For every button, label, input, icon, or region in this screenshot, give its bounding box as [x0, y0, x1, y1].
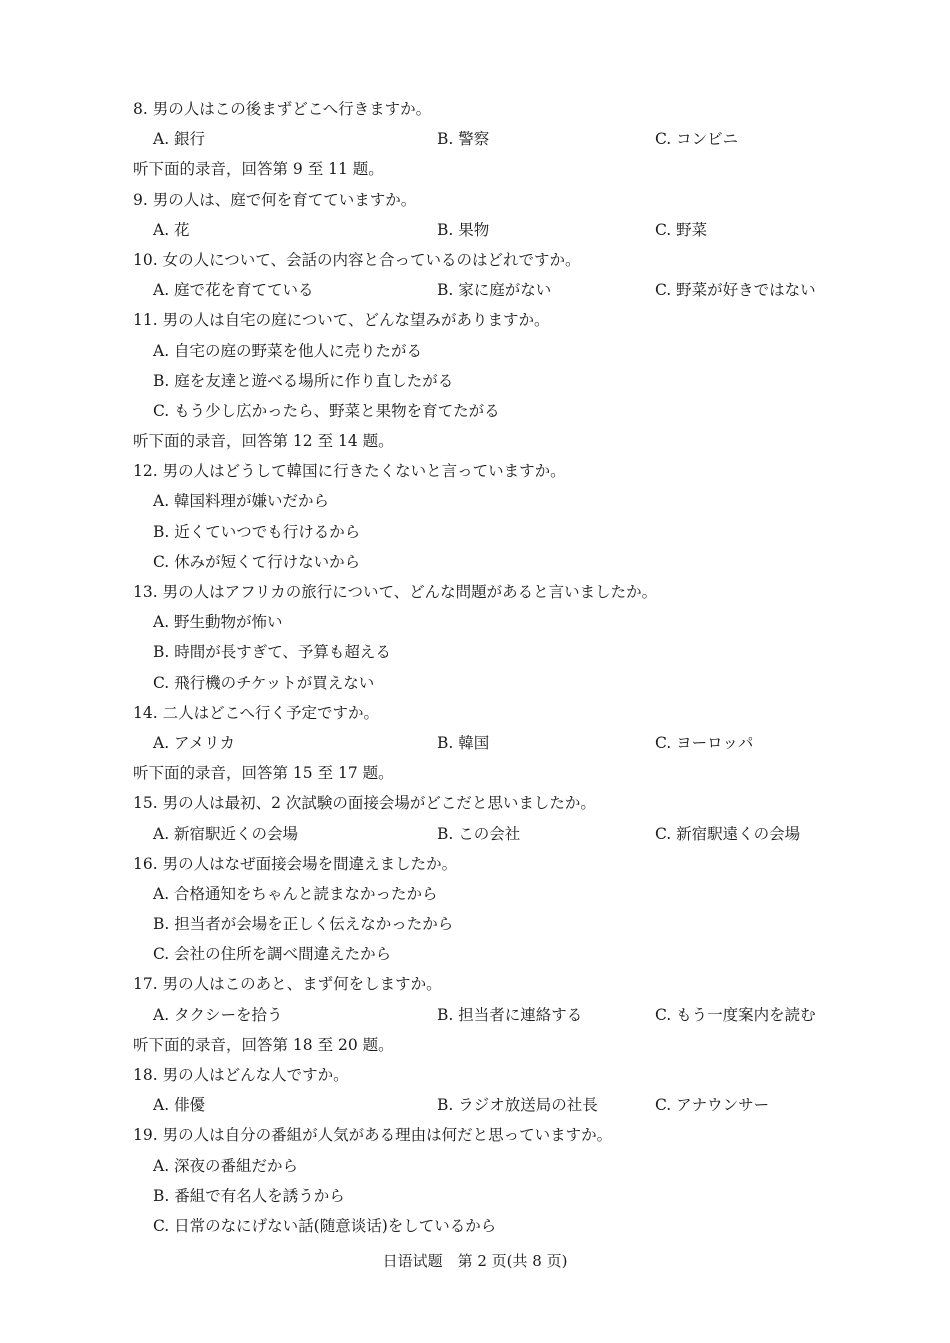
section-instruction: 听下面的录音，回答第 18 至 20 题。: [133, 1035, 394, 1054]
answer-option: A. 合格通知をちゃんと読まなかったから: [153, 884, 438, 903]
answer-option: A. 俳優: [153, 1096, 206, 1115]
question-text: 17. 男の人はこのあと、まず何をしますか。: [133, 975, 442, 994]
question-text: 8. 男の人はこの後まずどこへ行きますか。: [133, 100, 432, 118]
answer-option: B. 家に庭がない: [437, 281, 552, 300]
question-text: 9. 男の人は、庭で何を育てていますか。: [133, 190, 417, 209]
answer-option: A. 新宿駅近くの会場: [153, 824, 299, 843]
answer-option: A. 花: [153, 220, 190, 239]
answer-option: A. 自宅の庭の野菜を他人に売りたがる: [153, 341, 423, 360]
answer-option: A. アメリカ: [153, 733, 235, 752]
question-text: 13. 男の人はアフリカの旅行について、どんな問題があると言いましたか。: [133, 583, 658, 601]
answer-option: B. 番組で有名人を誘うから: [153, 1186, 345, 1205]
answer-option: C. 休みが短くて行けないから: [153, 552, 361, 571]
page-footer: 日语试题 第 2 页(共 8 页): [382, 1252, 568, 1270]
exam-page-content: [133, 94, 853, 1241]
answer-option: C. アナウンサー: [655, 1096, 770, 1115]
answer-option: A. タクシーを拾う: [153, 1005, 283, 1024]
section-instruction: 听下面的录音，回答第 12 至 14 题。: [133, 432, 394, 451]
answer-option: C. 日常のなにげない話(随意谈话)をしているから: [153, 1216, 497, 1235]
answer-option: B. 近くていつでも行けるから: [153, 522, 361, 541]
answer-option: B. 担当者に連絡する: [437, 1005, 583, 1024]
answer-option: B. 果物: [437, 220, 490, 239]
option-row: [133, 1000, 853, 1030]
answer-option: B. 韓国: [437, 733, 490, 752]
answer-option: B. 庭を友達と遊べる場所に作り直したがる: [153, 371, 454, 390]
answer-option: A. 庭で花を育てている: [153, 281, 314, 300]
answer-option: C. コンビニ: [655, 130, 739, 149]
answer-option: B. ラジオ放送局の社長: [437, 1096, 598, 1115]
question-text: 18. 男の人はどんな人ですか。: [133, 1066, 349, 1084]
question-text: 15. 男の人は最初、2 次試験の面接会場がどこだと思いましたか。: [133, 794, 596, 813]
question-text: 11. 男の人は自宅の庭について、どんな望みがありますか。: [133, 311, 550, 330]
answer-option: A. 深夜の番組だから: [153, 1156, 299, 1175]
question-text: 19. 男の人は自分の番組が人気がある理由は何だと思っていますか。: [133, 1126, 613, 1145]
answer-option: C. ヨーロッパ: [655, 733, 754, 752]
option-row: [133, 819, 853, 849]
option-row: [133, 728, 853, 758]
option-row: [133, 124, 853, 154]
section-instruction: 听下面的录音，回答第 15 至 17 题。: [133, 764, 394, 783]
answer-option: C. もう一度案内を読む: [655, 1005, 816, 1024]
section-instruction: 听下面的录音，回答第 9 至 11 题。: [133, 160, 384, 179]
option-row: [133, 275, 853, 305]
question-text: 16. 男の人はなぜ面接会場を間違えましたか。: [133, 854, 458, 873]
answer-option: B. この会社: [437, 824, 521, 843]
option-row: [133, 215, 853, 245]
answer-option: C. 会社の住所を調べ間違えたから: [153, 945, 392, 964]
answer-option: C. もう少し広かったら、野菜と果物を育てたがる: [153, 401, 500, 420]
answer-option: A. 銀行: [153, 130, 206, 149]
question-text: 10. 女の人について、会話の内容と合っているのはどれですか。: [133, 250, 581, 269]
answer-option: B. 警察: [437, 130, 490, 149]
answer-option: C. 飛行機のチケットが買えない: [153, 673, 375, 692]
question-text: 12. 男の人はどうして韓国に行きたくないと言っていますか。: [133, 462, 566, 481]
answer-option: A. 野生動物が怖い: [153, 613, 283, 632]
answer-option: B. 時間が長すぎて、予算も超える: [153, 643, 391, 662]
answer-option: C. 新宿駅遠くの会場: [655, 824, 801, 843]
answer-option: A. 韓国料理が嫌いだから: [153, 492, 330, 511]
option-row: [133, 1090, 853, 1120]
answer-option: C. 野菜が好きではない: [655, 281, 816, 300]
question-text: 14. 二人はどこへ行く予定ですか。: [133, 703, 379, 722]
answer-option: B. 担当者が会場を正しく伝えなかったから: [153, 915, 454, 934]
answer-option: C. 野菜: [655, 220, 708, 239]
